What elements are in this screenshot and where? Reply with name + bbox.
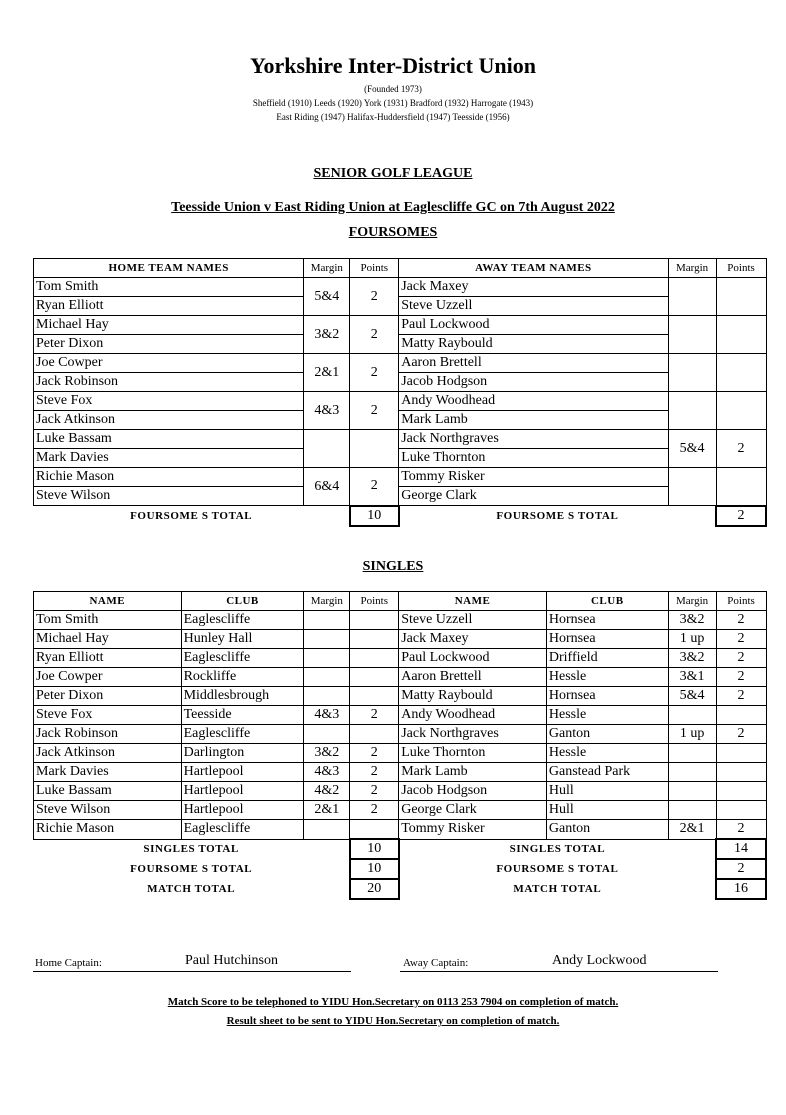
singles-heading: SINGLES (362, 559, 424, 574)
away-points: 2 (716, 668, 766, 687)
away-club: Hornsea (546, 611, 668, 630)
margin-header: Margin (304, 259, 350, 278)
home-margin (304, 820, 350, 840)
home-player-name: Jack Atkinson (34, 744, 182, 763)
home-margin (304, 668, 350, 687)
name-header: NAME (34, 592, 182, 611)
away-club: Ganstead Park (546, 763, 668, 782)
away-margin: 1 up (668, 725, 716, 744)
home-margin: 4&2 (304, 782, 350, 801)
away-player-name: Jack Maxey (399, 630, 547, 649)
away-captain-label: Away Captain: (403, 957, 469, 969)
home-player-name: Steve Wilson (34, 487, 304, 506)
away-margin (668, 278, 716, 316)
home-margin: 5&4 (304, 278, 350, 316)
away-player-name: Luke Thornton (399, 744, 547, 763)
away-player-name: Jacob Hodgson (399, 782, 547, 801)
away-margin: 3&2 (668, 649, 716, 668)
away-points: 2 (716, 611, 766, 630)
away-club: Hull (546, 782, 668, 801)
home-points: 2 (350, 801, 399, 820)
foursomes-heading: FOURSOMES (348, 225, 438, 240)
away-player-name: Aaron Brettell (399, 354, 668, 373)
away-margin: 3&2 (668, 611, 716, 630)
singles-row (34, 687, 767, 706)
home-points: 2 (350, 468, 399, 506)
away-captain-signature-line (400, 971, 718, 972)
home-margin: 3&2 (304, 744, 350, 763)
home-club: Hartlepool (181, 782, 304, 801)
home-player-name: Richie Mason (34, 468, 304, 487)
home-margin (304, 687, 350, 706)
home-margin: 4&3 (304, 392, 350, 430)
away-foursomes-total: 2 (716, 506, 766, 526)
home-points (350, 668, 399, 687)
club-header: CLUB (181, 592, 304, 611)
singles-total-label: SINGLES TOTAL (143, 843, 239, 856)
singles-row (34, 801, 767, 820)
home-margin (304, 649, 350, 668)
away-club: Ganton (546, 725, 668, 744)
away-margin: 3&1 (668, 668, 716, 687)
away-player-name: Tommy Risker (399, 468, 668, 487)
home-player-name: Luke Bassam (34, 430, 304, 449)
home-club: Eaglescliffe (181, 611, 304, 630)
away-player-name: Matty Raybould (399, 687, 547, 706)
home-player-name: Peter Dixon (34, 687, 182, 706)
home-club: Teesside (181, 706, 304, 725)
home-margin: 4&3 (304, 706, 350, 725)
away-points: 2 (716, 630, 766, 649)
home-player-name: Steve Wilson (34, 801, 182, 820)
away-player-name: Jack Maxey (399, 278, 668, 297)
home-foursomes-total: 10 (350, 859, 399, 879)
away-margin (668, 744, 716, 763)
foursome-pair-row (34, 468, 767, 487)
away-margin (668, 782, 716, 801)
away-margin (668, 706, 716, 725)
away-captain-name: Andy Lockwood (552, 953, 647, 968)
home-margin: 2&1 (304, 354, 350, 392)
home-margin: 4&3 (304, 763, 350, 782)
home-margin: 3&2 (304, 316, 350, 354)
home-points (350, 725, 399, 744)
foursomes-total-label: FOURSOME S TOTAL (130, 509, 253, 522)
away-club: Hessle (546, 668, 668, 687)
club-header: CLUB (546, 592, 668, 611)
away-player-name: Tommy Risker (399, 820, 547, 840)
away-margin (668, 801, 716, 820)
away-points (716, 706, 766, 725)
home-player-name: Jack Robinson (34, 725, 182, 744)
home-points: 2 (350, 782, 399, 801)
away-club: Hessle (546, 744, 668, 763)
away-club: Ganton (546, 820, 668, 840)
singles-row (34, 649, 767, 668)
foursome-pair-row (34, 316, 767, 335)
home-margin (304, 611, 350, 630)
away-player-name: Steve Uzzell (399, 297, 668, 316)
away-player-name: George Clark (399, 487, 668, 506)
singles-row (34, 725, 767, 744)
away-player-name: Matty Raybould (399, 335, 668, 354)
home-points (350, 687, 399, 706)
home-player-name: Ryan Elliott (34, 297, 304, 316)
singles-row (34, 820, 767, 840)
home-margin: 2&1 (304, 801, 350, 820)
home-points: 2 (350, 706, 399, 725)
home-player-name: Jack Atkinson (34, 411, 304, 430)
home-player-name: Joe Cowper (34, 668, 182, 687)
away-player-name: Paul Lockwood (399, 316, 668, 335)
foursome-pair-row (34, 278, 767, 297)
home-singles-total: 10 (350, 839, 399, 859)
home-points: 2 (350, 392, 399, 430)
home-club: Hunley Hall (181, 630, 304, 649)
home-club: Hartlepool (181, 763, 304, 782)
home-player-name: Richie Mason (34, 820, 182, 840)
away-points (716, 354, 766, 392)
home-points: 2 (350, 278, 399, 316)
away-points (716, 763, 766, 782)
singles-total-label: SINGLES TOTAL (509, 843, 606, 856)
home-margin (304, 430, 350, 468)
away-points: 2 (716, 687, 766, 706)
singles-row (34, 744, 767, 763)
away-points (716, 392, 766, 430)
away-player-name: Jack Northgraves (399, 725, 547, 744)
home-captain-label: Home Captain: (35, 957, 102, 969)
home-player-name: Luke Bassam (34, 782, 182, 801)
home-player-name: Peter Dixon (34, 335, 304, 354)
points-header: Points (350, 259, 399, 278)
away-margin (668, 763, 716, 782)
home-foursomes-total: 10 (350, 506, 399, 526)
home-player-name: Mark Davies (34, 449, 304, 468)
league-heading: SENIOR GOLF LEAGUE (313, 166, 473, 181)
footer-result-sheet-note: Result sheet to be sent to YIDU Hon.Secretary on completion of match. (226, 1015, 560, 1027)
home-club: Middlesbrough (181, 687, 304, 706)
home-captain-name: Paul Hutchinson (185, 953, 278, 968)
away-player-name: Steve Uzzell (399, 611, 547, 630)
home-points: 2 (350, 354, 399, 392)
home-points: 2 (350, 744, 399, 763)
away-points (716, 278, 766, 316)
away-margin: 5&4 (668, 430, 716, 468)
home-club: Eaglescliffe (181, 649, 304, 668)
margin-header: Margin (668, 259, 716, 278)
home-margin: 6&4 (304, 468, 350, 506)
singles-row (34, 630, 767, 649)
home-points (350, 430, 399, 468)
away-foursomes-total: 2 (716, 859, 766, 879)
points-header: Points (716, 259, 766, 278)
away-margin: 2&1 (668, 820, 716, 840)
singles-row (34, 668, 767, 687)
away-points: 2 (716, 820, 766, 840)
away-club: Hessle (546, 706, 668, 725)
footer-telephone-note: Match Score to be telephoned to YIDU Hon.Secretary on 0113 253 7904 on completion of match. (167, 996, 619, 1008)
singles-row (34, 782, 767, 801)
home-club: Eaglescliffe (181, 820, 304, 840)
home-captain-signature-line (33, 971, 351, 972)
home-player-name: Michael Hay (34, 316, 304, 335)
home-player-name: Tom Smith (34, 611, 182, 630)
match-total-label: MATCH TOTAL (513, 883, 602, 895)
away-points: 2 (716, 725, 766, 744)
away-player-name: Jacob Hodgson (399, 373, 668, 392)
away-points: 2 (716, 649, 766, 668)
districts-line-2: East Riding (1947) Halifax-Huddersfield (1947) Teesside (1956) (276, 112, 510, 122)
away-player-name: George Clark (399, 801, 547, 820)
away-player-name: Andy Woodhead (399, 706, 547, 725)
margin-header: Margin (304, 592, 350, 611)
name-header: NAME (399, 592, 547, 611)
singles-row (34, 611, 767, 630)
home-player-name: Steve Fox (34, 392, 304, 411)
districts-line-1: Sheffield (1910) Leeds (1920) York (1931) Bradford (1932) Harrogate (1943) (252, 98, 534, 108)
away-margin (668, 316, 716, 354)
home-player-name: Mark Davies (34, 763, 182, 782)
foursome-pair-row (34, 430, 767, 449)
away-points (716, 468, 766, 506)
home-margin (304, 725, 350, 744)
home-player-name: Michael Hay (34, 630, 182, 649)
away-points (716, 744, 766, 763)
foursome-pair-row (34, 392, 767, 411)
away-player-name: Mark Lamb (399, 411, 668, 430)
home-player-name: Jack Robinson (34, 373, 304, 392)
home-club: Rockliffe (181, 668, 304, 687)
margin-header: Margin (668, 592, 716, 611)
singles-table (33, 591, 767, 900)
away-club: Hornsea (546, 630, 668, 649)
points-header: Points (716, 592, 766, 611)
away-points (716, 782, 766, 801)
away-points (716, 801, 766, 820)
away-singles-total: 14 (716, 839, 766, 859)
away-margin (668, 468, 716, 506)
singles-row (34, 706, 767, 725)
away-margin: 1 up (668, 630, 716, 649)
away-margin (668, 392, 716, 430)
singles-row (34, 763, 767, 782)
away-points (716, 316, 766, 354)
points-header: Points (350, 592, 399, 611)
home-points (350, 630, 399, 649)
union-title: Yorkshire Inter-District Union (250, 53, 536, 78)
away-margin (668, 354, 716, 392)
home-points: 2 (350, 316, 399, 354)
home-match-total: 20 (350, 879, 399, 899)
founded-note: (Founded 1973) (364, 84, 422, 94)
home-margin (304, 630, 350, 649)
home-club: Hartlepool (181, 801, 304, 820)
home-points (350, 820, 399, 840)
home-club: Darlington (181, 744, 304, 763)
home-player-name: Ryan Elliott (34, 649, 182, 668)
foursomes-table (33, 258, 767, 527)
home-team-names-header: HOME TEAM NAMES (34, 259, 304, 278)
home-club: Eaglescliffe (181, 725, 304, 744)
away-club: Driffield (546, 649, 668, 668)
away-player-name: Aaron Brettell (399, 668, 547, 687)
away-player-name: Jack Northgraves (399, 430, 668, 449)
away-club: Hornsea (546, 687, 668, 706)
home-player-name: Steve Fox (34, 706, 182, 725)
home-points: 2 (350, 763, 399, 782)
home-points (350, 649, 399, 668)
home-points (350, 611, 399, 630)
match-line: Teesside Union v East Riding Union at Eaglescliffe GC on 7th August 2022 (171, 200, 615, 215)
foursomes-total-label: FOURSOME S TOTAL (496, 509, 619, 522)
away-team-names-header: AWAY TEAM NAMES (399, 259, 668, 278)
away-club: Hull (546, 801, 668, 820)
foursomes-total-label: FOURSOME S TOTAL (496, 863, 619, 875)
away-player-name: Andy Woodhead (399, 392, 668, 411)
away-match-total: 16 (716, 879, 766, 899)
home-player-name: Joe Cowper (34, 354, 304, 373)
match-total-label: MATCH TOTAL (147, 883, 236, 895)
away-points: 2 (716, 430, 766, 468)
away-player-name: Paul Lockwood (399, 649, 547, 668)
home-player-name: Tom Smith (34, 278, 304, 297)
away-player-name: Mark Lamb (399, 763, 547, 782)
foursome-pair-row (34, 354, 767, 373)
away-player-name: Luke Thornton (399, 449, 668, 468)
foursomes-total-label: FOURSOME S TOTAL (130, 863, 253, 875)
away-margin: 5&4 (668, 687, 716, 706)
